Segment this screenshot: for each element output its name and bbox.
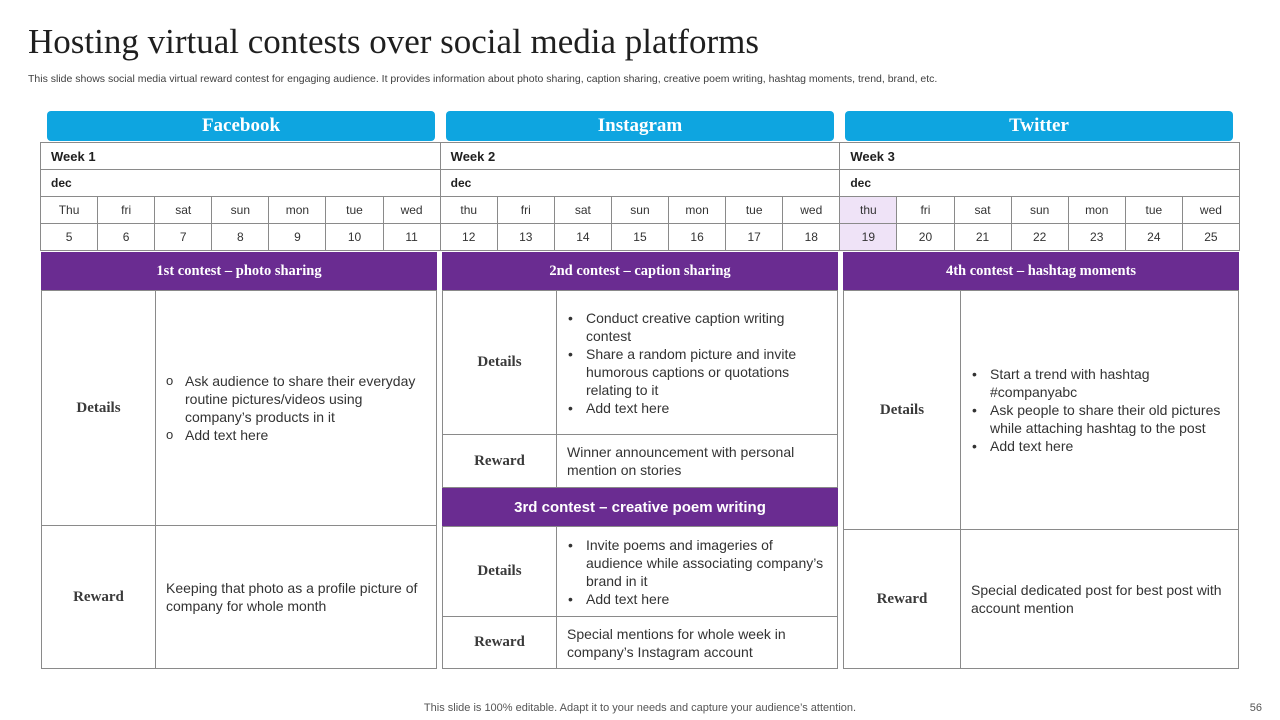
contest-3-table (442, 526, 838, 669)
day-cell: tue (726, 197, 783, 224)
day-cell: Thu (41, 197, 98, 224)
list-item: o Ask audience to share their everyday routine pictures/videos using company’s products in it (166, 372, 426, 426)
date-cell: 17 (726, 224, 783, 251)
contest-3-reward-label: Reward (443, 617, 557, 668)
date-cell: 14 (554, 224, 611, 251)
month-label: dec (840, 170, 1240, 197)
day-cell: fri (897, 197, 954, 224)
contest-3-details-text (557, 527, 837, 616)
contest-2-reward-label: Reward (443, 435, 557, 487)
day-cell: sun (212, 197, 269, 224)
date-row (41, 224, 1240, 251)
list-item: • Add text here (971, 437, 1228, 455)
date-cell: 19 (840, 224, 897, 251)
month-label: dec (440, 170, 840, 197)
date-cell: 18 (783, 224, 840, 251)
list-item: • Start a trend with hashtag #companyabc (971, 365, 1228, 401)
calendar-table (40, 142, 1240, 251)
slide-title: Hosting virtual contests over social media platforms (28, 22, 759, 61)
contest-2-header: 2nd contest – caption sharing (442, 252, 838, 290)
contest-2-reward-text: Winner announcement with personal mention on stories (567, 444, 795, 478)
day-cell: wed (1182, 197, 1239, 224)
contest-4-table (843, 290, 1239, 669)
date-cell: 16 (669, 224, 726, 251)
day-cell: tue (1125, 197, 1182, 224)
contest-1-header: 1st contest – photo sharing (41, 252, 437, 290)
list-item: • Add text here (567, 399, 827, 417)
footer-note: This slide is 100% editable. Adapt it to your needs and capture your audience’s attention. (423, 702, 857, 714)
list-item: o Add text here (166, 426, 426, 444)
date-cell: 6 (98, 224, 155, 251)
day-cell: wed (783, 197, 840, 224)
day-cell: sat (155, 197, 212, 224)
page-number: 56 (1249, 702, 1262, 714)
day-cell: sat (954, 197, 1011, 224)
day-cell: tue (326, 197, 383, 224)
contest-2-details-text (557, 291, 837, 434)
week-label: Week 2 (440, 143, 840, 170)
list-item: • Ask people to share their old pictures while attaching hashtag to the post (971, 401, 1228, 437)
list-item: • Share a random picture and invite humorous captions or quotations relating to it (567, 345, 827, 399)
platform-header-instagram: Instagram (446, 111, 834, 141)
contest-1-details-text (156, 291, 436, 525)
contest-4-header: 4th contest – hashtag moments (843, 252, 1239, 290)
day-cell: thu (840, 197, 897, 224)
contest-4-reward-label: Reward (844, 530, 961, 668)
contest-3-reward-text: Special mentions for whole week in company’s Instagram account (567, 625, 786, 660)
contest-4-details-text (961, 291, 1238, 529)
date-cell: 5 (41, 224, 98, 251)
day-row (41, 197, 1240, 224)
date-cell: 11 (383, 224, 440, 251)
slide-subtitle: This slide shows social media virtual reward contest for engaging audience. It provides information about photo sharing, caption sharing, creative poem writing, hashtag moments, trend, brand, etc. (28, 73, 938, 85)
day-cell: sat (554, 197, 611, 224)
date-cell: 25 (1182, 224, 1239, 251)
day-cell: thu (440, 197, 497, 224)
date-cell: 20 (897, 224, 954, 251)
date-cell: 15 (611, 224, 668, 251)
contest-4-reward-text: Special dedicated post for best post with account mention (971, 582, 1222, 616)
contest-4-details-label: Details (844, 291, 961, 529)
date-cell: 21 (954, 224, 1011, 251)
day-cell: sun (611, 197, 668, 224)
day-cell: mon (269, 197, 326, 224)
contest-1-table (41, 290, 437, 669)
list-item: • Add text here (567, 590, 827, 608)
list-item: • Invite poems and imageries of audience while associating company’s brand in it (567, 536, 827, 590)
contest-3-details-label: Details (443, 527, 557, 616)
month-row (41, 170, 1240, 197)
contest-1-reward-text: Keeping that photo as a profile picture of company for whole month (166, 580, 418, 614)
date-cell: 12 (440, 224, 497, 251)
day-cell: fri (497, 197, 554, 224)
contest-2-table (442, 290, 838, 488)
date-cell: 9 (269, 224, 326, 251)
day-cell: mon (669, 197, 726, 224)
week-label: Week 1 (41, 143, 441, 170)
date-cell: 22 (1011, 224, 1068, 251)
date-cell: 8 (212, 224, 269, 251)
day-cell: wed (383, 197, 440, 224)
contest-1-reward-label: Reward (42, 526, 156, 668)
day-cell: sun (1011, 197, 1068, 224)
month-label: dec (41, 170, 441, 197)
date-cell: 24 (1125, 224, 1182, 251)
contest-2-details-label: Details (443, 291, 557, 434)
contest-1-details-label: Details (42, 291, 156, 525)
week-row (41, 143, 1240, 170)
date-cell: 10 (326, 224, 383, 251)
platform-header-twitter: Twitter (845, 111, 1233, 141)
contest-3-header: 3rd contest – creative poem writing (442, 488, 838, 526)
day-cell: fri (98, 197, 155, 224)
day-cell: mon (1068, 197, 1125, 224)
date-cell: 7 (155, 224, 212, 251)
date-cell: 23 (1068, 224, 1125, 251)
week-label: Week 3 (840, 143, 1240, 170)
date-cell: 13 (497, 224, 554, 251)
platform-header-facebook: Facebook (47, 111, 435, 141)
list-item: • Conduct creative caption writing contest (567, 309, 827, 345)
